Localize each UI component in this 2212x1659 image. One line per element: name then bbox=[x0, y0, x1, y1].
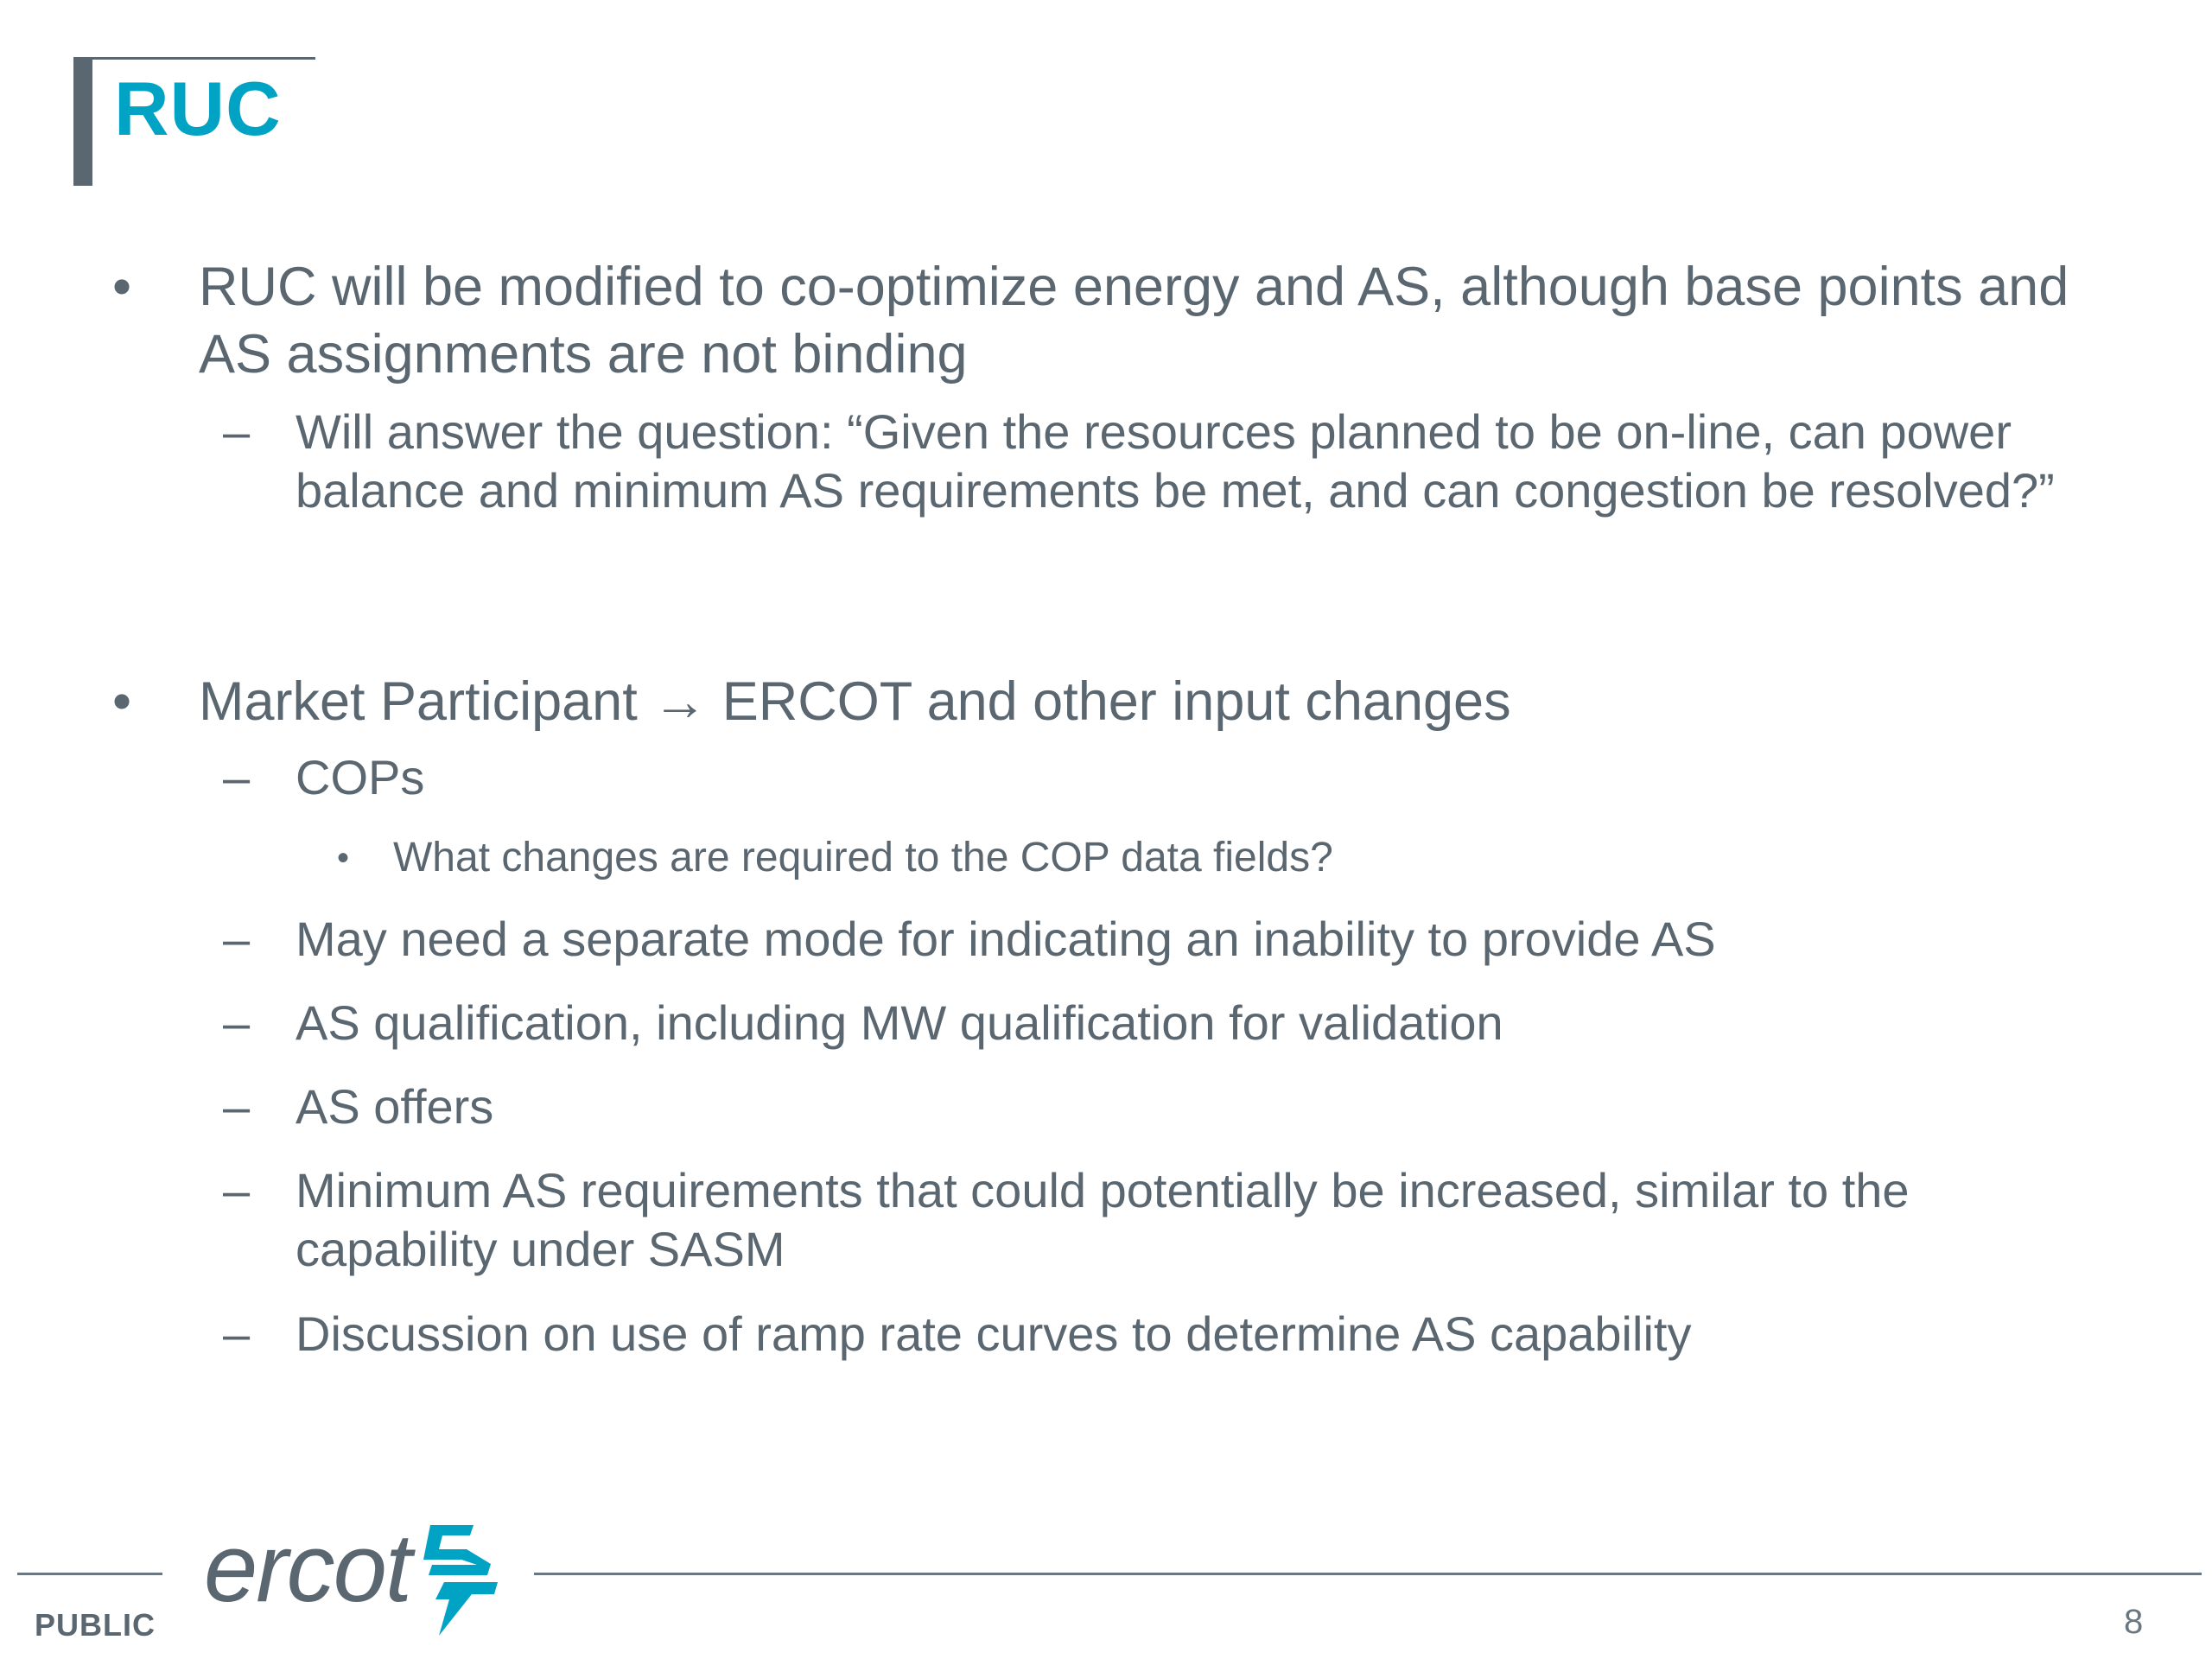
slide-title: RUC bbox=[114, 66, 282, 151]
classification-label: PUBLIC bbox=[35, 1607, 156, 1643]
title-accent-bar bbox=[73, 58, 92, 186]
sub-bullet-minimum-as: Minimum AS requirements that could potentially be increased, similar to the capability under SASM bbox=[296, 1163, 1910, 1276]
bullet-marker: • bbox=[112, 671, 132, 732]
bullet-marker: • bbox=[112, 257, 132, 317]
sub-bullet-separate-mode: May need a separate mode for indicating an inability to provide AS bbox=[296, 912, 1716, 966]
ercot-logo-icon bbox=[404, 1516, 499, 1637]
bullet-ruc-cooptimize: RUC will be modified to co-optimize energy and AS, although base points and AS assignments are not binding bbox=[199, 257, 2069, 385]
dash-marker: – bbox=[223, 404, 251, 459]
sub-bullet-cops: COPs bbox=[296, 750, 425, 804]
dash-marker: – bbox=[223, 1306, 251, 1361]
ercot-logo bbox=[204, 1516, 506, 1637]
footer-rule-left bbox=[17, 1573, 162, 1575]
sub-bullet-ramp-rate: Discussion on use of ramp rate curves to determine AS capability bbox=[296, 1306, 1692, 1361]
sub-bullet-as-offers: AS offers bbox=[296, 1079, 494, 1134]
sub-sub-bullet-cop-fields: What changes are required to the COP data fields? bbox=[393, 835, 1333, 880]
title-top-rule bbox=[73, 57, 315, 60]
logo-wordmark: ercot bbox=[204, 1514, 410, 1622]
dash-marker: – bbox=[223, 1163, 251, 1217]
footer-rule-right bbox=[534, 1573, 2202, 1575]
dash-marker: – bbox=[223, 912, 251, 966]
page-number: 8 bbox=[2124, 1603, 2144, 1641]
bullet-marker: • bbox=[337, 839, 350, 877]
sub-bullet-as-qualification: AS qualification, including MW qualification for validation bbox=[296, 995, 1503, 1050]
dash-marker: – bbox=[223, 1079, 251, 1134]
sub-bullet-question: Will answer the question: “Given the resources planned to be on-line, can power balance and minimum AS requirements be met, and can congestion be resolved?” bbox=[296, 404, 2055, 518]
dash-marker: – bbox=[223, 750, 251, 804]
bullet-input-changes: Market Participant → ERCOT and other input changes bbox=[199, 671, 1511, 732]
dash-marker: – bbox=[223, 995, 251, 1050]
